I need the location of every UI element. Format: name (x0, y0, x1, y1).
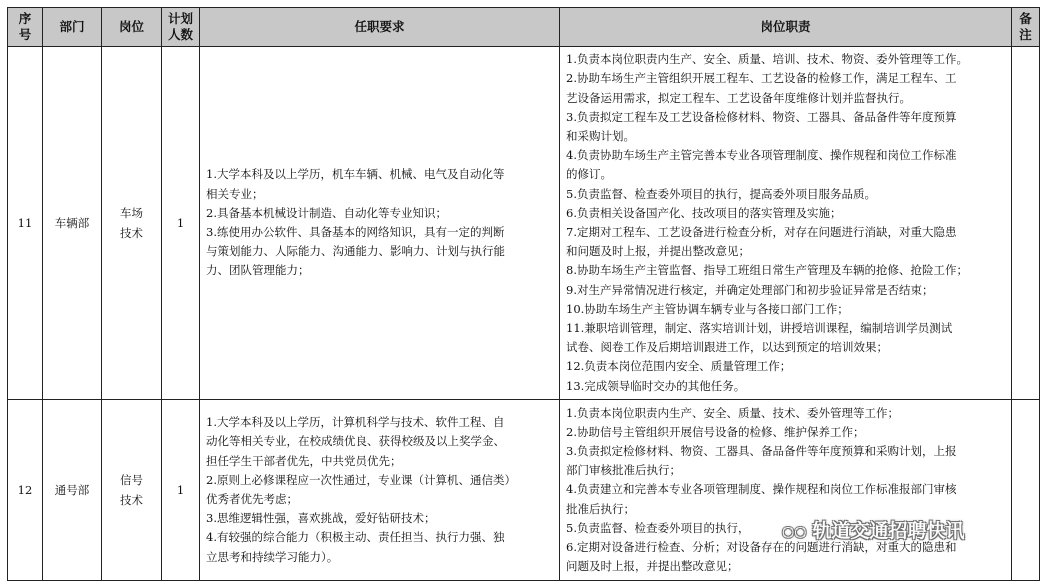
duty-line: 5.负责监督、检查委外项目的执行， (566, 520, 750, 535)
duty-line: 艺设备运用需求，拟定工程车、工艺设备年度维修计划并监督执行。 (566, 90, 911, 105)
header-row (8, 8, 1040, 47)
requirement-line: 立思考和持续学习能力）。 (206, 549, 339, 564)
header-position: 岗位 (102, 8, 162, 47)
duty-line: 6.定期对设备进行检查、分析；对设备存在的问题进行消缺，对重大的隐患和 (566, 540, 957, 554)
header-plan (162, 8, 200, 47)
duty-line: 5.负责监督、检查委外项目的执行，提高委外项目服务品质。 (566, 186, 876, 201)
cell-seq: 11 (8, 47, 43, 400)
duty-line: 试卷、阅卷工作及后期培训跟进工作，以达到预定的培训效果； (566, 340, 888, 355)
duty-line: 11.兼职培训管理，制定、落实培训计划，讲授培训课程，编制培训学员测试 (566, 321, 953, 336)
requirement-line: 优秀者优先考虑； (206, 492, 298, 506)
duty-line: 1.负责本岗位职责内生产、安全、质量、培训、技术、物资、委外管理等工作。 (566, 52, 968, 67)
cell-duties (560, 400, 1012, 581)
duty-line: 4.负责建立和完善本专业各项管理制度、操作规程和岗位工作标准报部门审核 (566, 482, 957, 497)
header-seq-line1: 序 (18, 11, 32, 26)
duty-line: 6.负责相关设备国产化、技改项目的落实管理及实施； (566, 205, 842, 220)
duty-line: 8.协助车场生产主管监督、指导工班组日常生产管理及车辆的抢修、抢险工作； (566, 263, 968, 278)
header-plan-line1: 计划 (167, 11, 193, 26)
requirement-line: 2.原则上必修课程应一次性通过，专业课（计算机、通信类） (206, 472, 516, 487)
duty-line: 部门审核批准后执行； (566, 463, 681, 478)
position-line: 技术 (120, 493, 143, 507)
duty-line: 问题及时上报，并提出整改意见； (566, 559, 739, 574)
cell-plan: 1 (162, 47, 200, 400)
header-duties: 岗位职责 (560, 8, 1012, 47)
requirement-line: 力、团队管理能力； (206, 263, 310, 278)
duty-line: 3.负责拟定检修材料、物资、工器具、备品备件等年度预算和采购计划，上报 (566, 443, 957, 458)
requirement-line: 相关专业； (206, 186, 264, 201)
requirement-line: 与策划能力、人际能力、沟通能力、影响力、计划与执行能 (206, 244, 505, 259)
header-seq-line2: 号 (18, 27, 32, 42)
duty-line: 12.负责本岗位范围内安全、质量管理工作； (566, 359, 792, 374)
cell-position (102, 400, 162, 581)
duty-line: 2.协助信号主管组织开展信号设备的检修、维护保养工作； (566, 424, 865, 439)
watermark (782, 516, 964, 543)
position-line: 信号 (120, 473, 143, 487)
table-row (8, 47, 1040, 400)
requirement-line: 2.具备基本机械设计制造、自动化等专业知识； (206, 205, 447, 220)
requirement-line: 4.有较强的综合能力（积极主动、责任担当、执行力强、独 (206, 530, 505, 545)
watermark-text: 轨道交通招聘快讯 (812, 520, 965, 542)
duty-line: 13.完成领导临时交办的其他任务。 (566, 378, 746, 393)
requirement-line: 3.练使用办公软件、具备基本的网络知识，具有一定的判断 (206, 225, 505, 239)
table-row (8, 400, 1040, 581)
cell-position (102, 47, 162, 400)
duty-line: 的修订。 (566, 167, 612, 182)
header-dept: 部门 (43, 8, 102, 47)
position-line: 车场 (120, 206, 143, 220)
requirement-line: 1.大学本科及以上学历，计算机科学与技术、软件工程、自 (206, 415, 505, 430)
header-remarks (1012, 8, 1040, 47)
header-requirements: 任职要求 (200, 8, 560, 47)
duty-line: 2.协助车场生产主管组织开展工程车、工艺设备的检修工作，满足工程车、工 (566, 71, 957, 86)
job-table (7, 7, 1040, 581)
duty-line: 3.负责拟定工程车及工艺设备检修材料、物资、工器具、备品备件等年度预算 (566, 109, 957, 124)
cell-remarks (1012, 400, 1040, 581)
cell-duties (560, 47, 1012, 400)
cell-requirements (200, 400, 560, 581)
duty-line: 和问题及时上报，并提出整改意见； (566, 244, 750, 259)
wechat-icon: ○○ (782, 523, 807, 540)
requirement-line: 3.思维逻辑性强，喜欢挑战，爱好钻研技术； (206, 511, 436, 526)
duty-line: 和采购计划。 (566, 128, 635, 143)
header-remarks-line1: 备 (1019, 11, 1032, 26)
cell-remarks (1012, 47, 1040, 400)
cell-plan: 1 (162, 400, 200, 581)
cell-dept: 车辆部 (43, 47, 102, 400)
cell-seq: 12 (8, 400, 43, 581)
cell-dept: 通号部 (43, 400, 102, 581)
position-line: 技术 (120, 226, 143, 240)
duty-line: 9.对生产异常情况进行核定，并确定处理部门和初步验证异常是否结束； (566, 282, 934, 297)
duty-line: 7.定期对工程车、工艺设备进行检查分析，对存在问题进行消缺，对重大隐患 (566, 225, 957, 239)
requirement-line: 担任学生干部者优先，中共党员优先； (206, 453, 402, 468)
header-plan-line2: 人数 (167, 27, 193, 42)
duty-line: 10.协助车场生产主管协调车辆专业与各接口部门工作； (566, 301, 849, 316)
header-seq (8, 8, 43, 47)
duty-line: 1.负责本岗位职责内生产、安全、质量、技术、委外管理等工作； (566, 405, 899, 420)
header-remarks-line2: 注 (1019, 27, 1032, 42)
requirement-line: 动化等相关专业，在校成绩优良、获得校级及以上奖学金、 (206, 434, 505, 449)
requirement-line: 1.大学本科及以上学历，机车车辆、机械、电气及自动化等 (206, 167, 505, 182)
duty-line: 4.负责协助车场生产主管完善本专业各项管理制度、操作规程和岗位工作标准 (566, 148, 957, 163)
cell-requirements (200, 47, 560, 400)
duty-line: 批准后执行； (566, 501, 635, 516)
